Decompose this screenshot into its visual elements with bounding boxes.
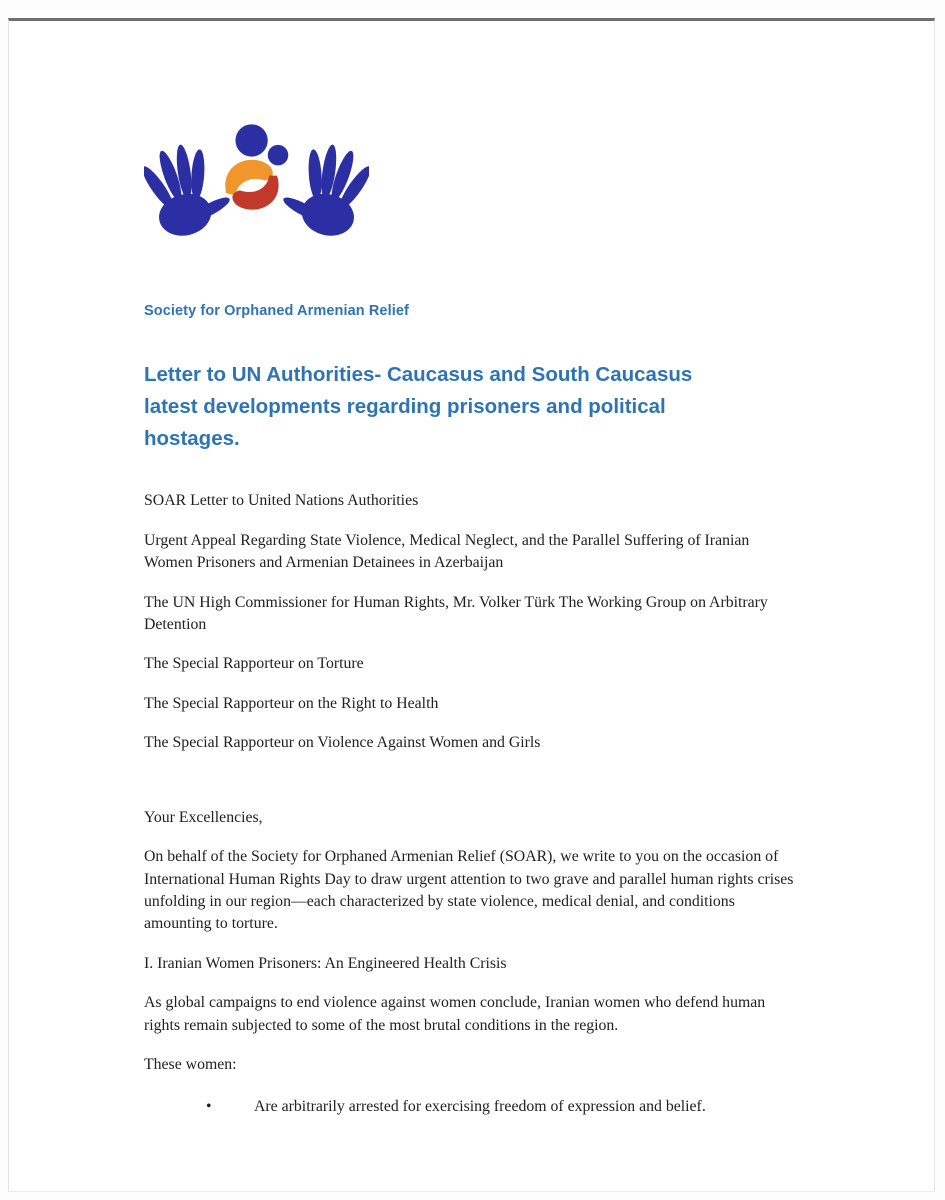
addressee-rapporteur-health: The Special Rapporteur on the Right to Health — [144, 694, 439, 712]
page-content — [9, 21, 934, 1119]
appeal-subject: Urgent Appeal Regarding State Violence, Medical Neglect, and the Parallel Suffering of Iranian Women Prisoners and Armenian Detainees in Azerbaijan — [144, 531, 750, 572]
document-title: Letter to UN Authorities- Caucasus and South Caucasus latest developments regarding prisoners and political hostages. — [144, 363, 693, 450]
document-page — [8, 18, 935, 1192]
addressee-rapporteur-violence: The Special Rapporteur on Violence Against Women and Girls — [144, 734, 541, 752]
soar-logo-icon — [144, 117, 369, 249]
addressee-rapporteur-torture: The Special Rapporteur on Torture — [144, 655, 364, 673]
section-heading-1: I. Iranian Women Prisoners: An Engineered Health Crisis — [144, 954, 507, 972]
list-intro: These women: — [144, 1056, 237, 1074]
body-paragraph-2: As global campaigns to end violence against women conclude, Iranian women who defend human rights remain subjected to some of the most brutal conditions in the region. — [144, 994, 766, 1034]
bullet-text: Are arbitrarily arrested for exercising freedom of expression and belief. — [254, 1098, 706, 1116]
right-hand-icon — [281, 144, 369, 241]
letter-body — [144, 490, 814, 1119]
bullet-list — [144, 1096, 814, 1118]
bullet-marker: • — [206, 1098, 212, 1116]
left-hand-icon — [144, 144, 232, 241]
org-name-label: Society for Orphaned Armenian Relief — [144, 303, 409, 319]
addressee-high-commissioner: The UN High Commissioner for Human Rights, Mr. Volker Türk The Working Group on Arbitrary Detention — [144, 593, 768, 633]
figures-icon — [225, 124, 288, 209]
bullet-item — [144, 1096, 799, 1118]
salutation: Your Excellencies, — [144, 808, 263, 826]
body-paragraph-1: On behalf of the Society for Orphaned Armenian Relief (SOAR), we write to you on the occasion of International Human Rights Day to draw urgent attention to two grave and parallel human rights crises unfolding in our region—each characterized by state violence, medical denial, and conditions amounting to torture. — [144, 848, 794, 933]
letter-subject-line: SOAR Letter to United Nations Authorities — [144, 492, 419, 510]
